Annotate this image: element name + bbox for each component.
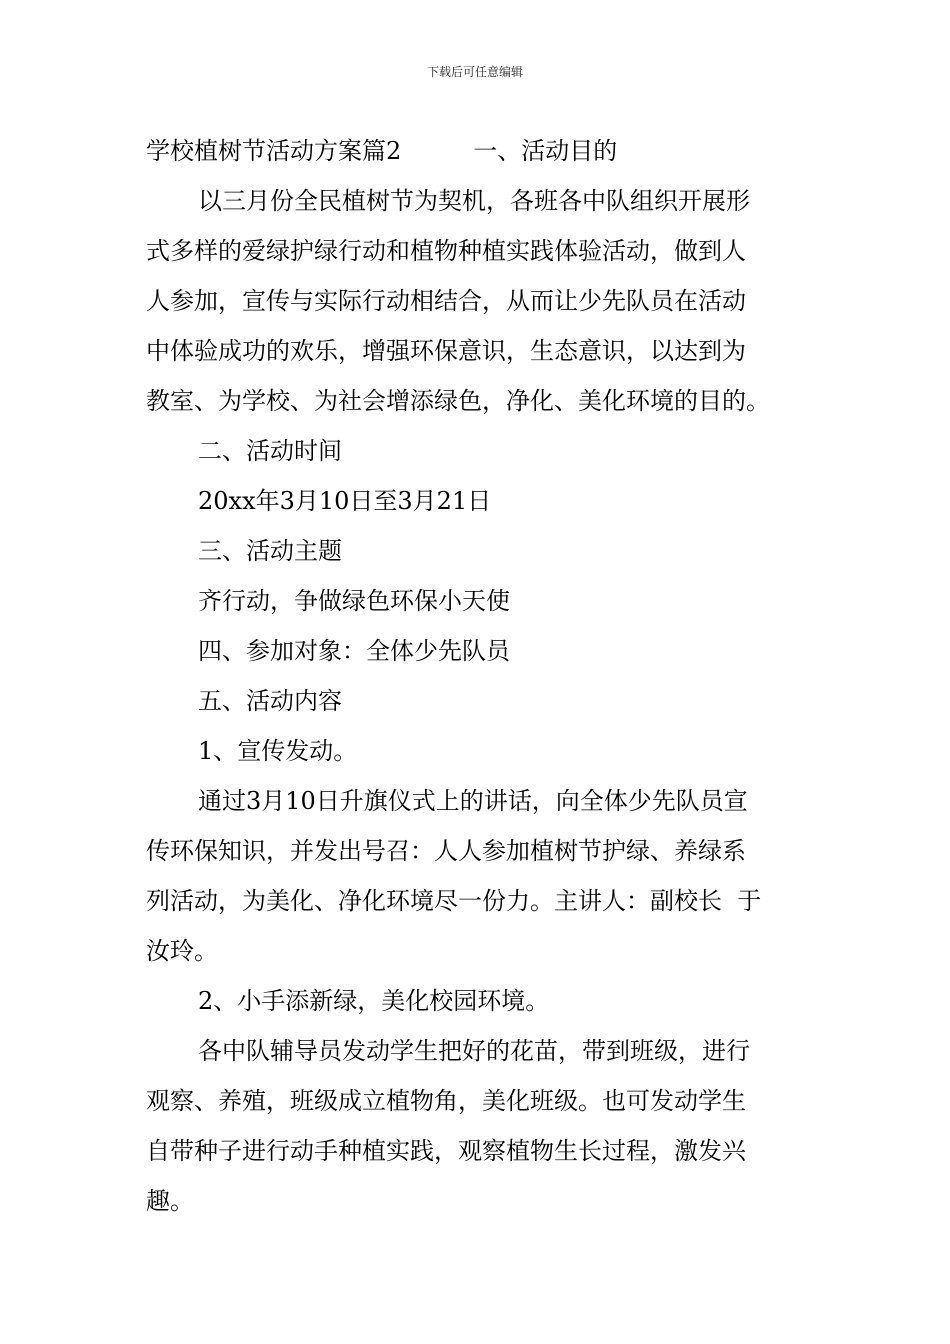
item-2-heading: 2、小手添新绿，美化校园环境。 [198,987,550,1015]
section-time-text: 20xx年3月10日至3月21日 [198,487,492,515]
paragraph-purpose-line-5: 教室、为学校、为社会增添绿色，净化、美化环境的目的。 [146,387,770,415]
section-theme-heading: 三、活动主题 [198,537,342,565]
document-title-line: 学校植树节活动方案篇2 一、活动目的 [146,137,618,165]
item-1-line-3: 列活动，为美化、净化环境尽一份力。主讲人：副校长 于 [146,887,762,915]
section-content-heading: 五、活动内容 [198,687,342,715]
item-1-line-1: 通过3月10日升旗仪式上的讲话，向全体少先队员宣 [198,787,748,815]
item-1-heading: 1、宣传发动。 [198,737,358,765]
paragraph-purpose-line-3: 人参加，宣传与实际行动相结合，从而让少先队员在活动 [146,287,746,315]
section-participants-heading: 四、参加对象：全体少先队员 [198,637,510,665]
section-theme-text: 齐行动，争做绿色环保小天使 [198,587,510,615]
document-body [146,126,806,1226]
section-time-heading: 二、活动时间 [198,437,342,465]
page-header-note: 下载后可任意编辑 [426,65,523,79]
item-1-line-2: 传环保知识，并发出号召：人人参加植树节护绿、养绿系 [146,837,746,865]
paragraph-purpose-line-4: 中体验成功的欢乐，增强环保意识，生态意识，以达到为 [146,337,746,365]
item-2-line-2: 观察、养殖，班级成立植物角，美化班级。也可发动学生 [146,1087,746,1115]
item-2-line-1: 各中队辅导员发动学生把好的花苗，带到班级，进行 [198,1037,750,1065]
item-2-line-3: 自带种子进行动手种植实践，观察植物生长过程，激发兴 [146,1137,746,1165]
paragraph-purpose-line-2: 式多样的爱绿护绿行动和植物种植实践体验活动，做到人 [146,237,746,265]
item-1-line-4: 汝玲。 [146,937,218,965]
item-2-line-4: 趣。 [146,1187,194,1215]
paragraph-purpose-line-1: 以三月份全民植树节为契机，各班各中队组织开展形 [198,187,750,215]
